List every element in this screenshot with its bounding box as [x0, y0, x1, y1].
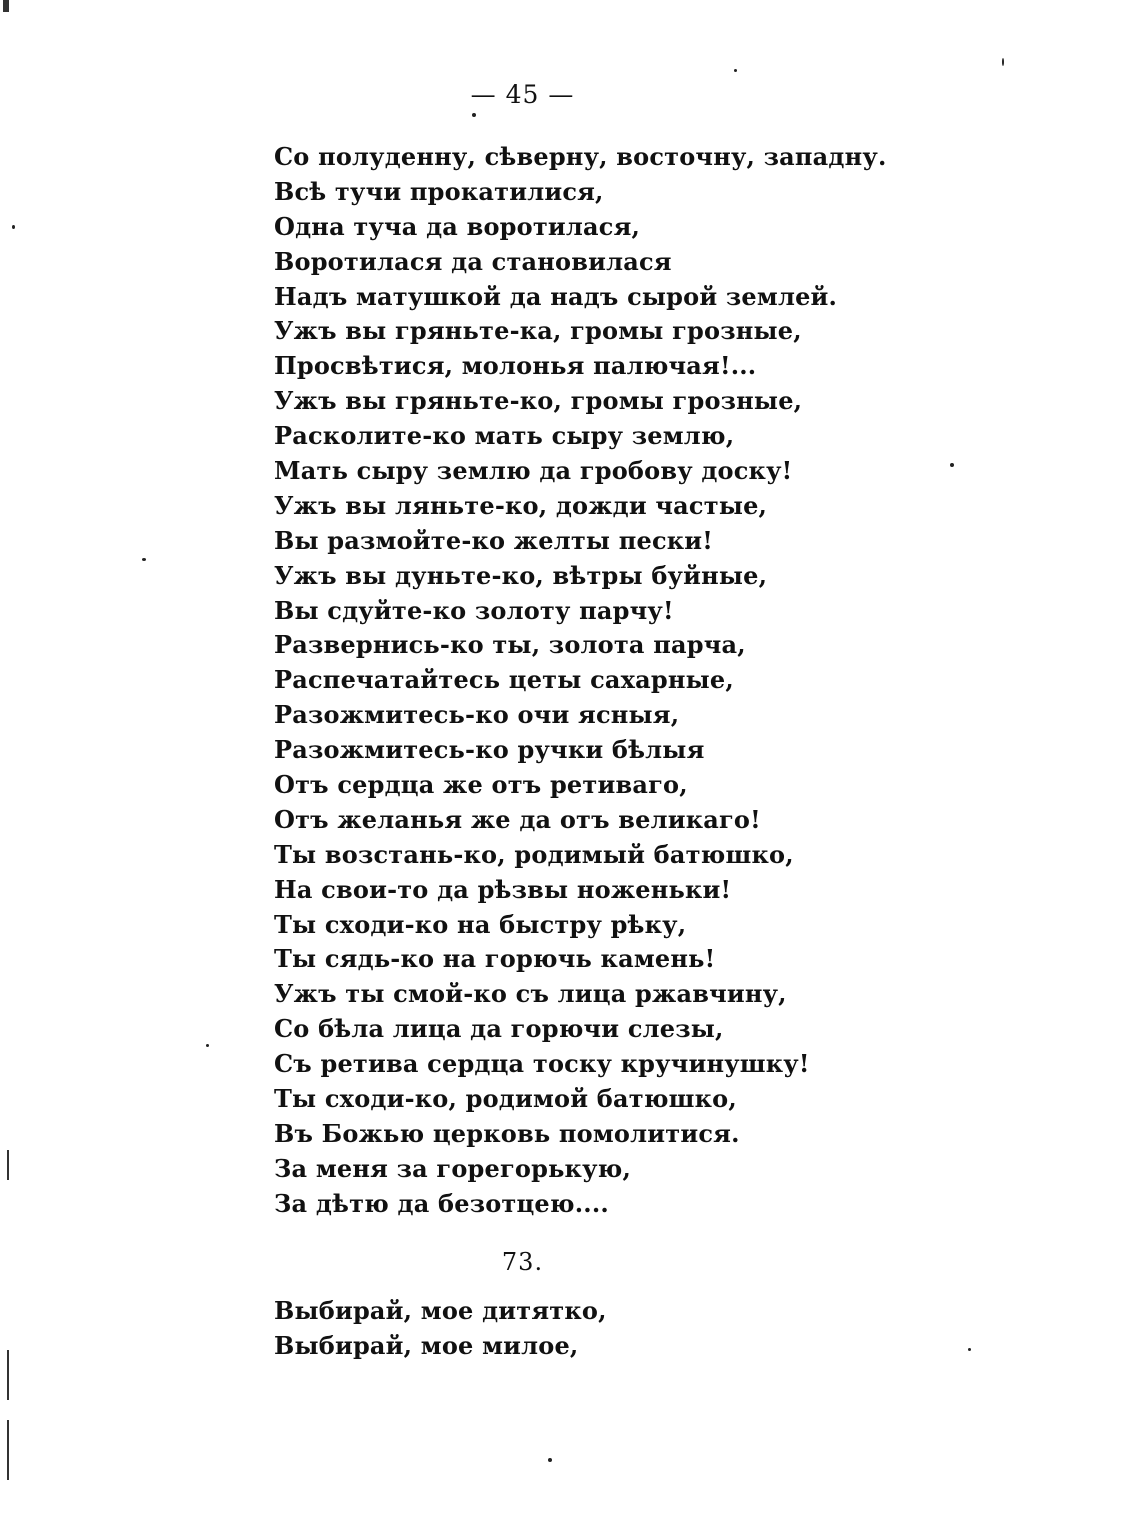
poem-line: Воротилася да становилася	[274, 246, 672, 276]
poem-line: Отъ желанья же да отъ великаго!	[274, 804, 761, 834]
page-number: — 45 —	[470, 80, 575, 109]
poem-line: Ты сядь-ко на горючь камень!	[274, 944, 716, 974]
poem-line: Съ ретива сердца тоску кручинушку!	[274, 1049, 810, 1079]
scan-speck	[734, 69, 737, 72]
poem-line: Разожмитесь-ко ручки бѣлыя	[274, 735, 705, 765]
poem-line: Вы размойте-ко желты пески!	[274, 525, 714, 555]
poem-line: Ужъ ты смой-ко съ лица ржавчину,	[274, 979, 787, 1009]
scan-speck	[950, 463, 954, 467]
poem-line: Распечатайтесь цеты сахарные,	[274, 665, 734, 695]
poem-line: Развернись-ко ты, золота парча,	[274, 630, 746, 660]
poem-line: Вы сдуйте-ко золоту парчу!	[274, 595, 674, 625]
poem-line: Разожмитесь-ко очи ясныя,	[274, 700, 680, 730]
poem-line: Ты возстань-ко, родимый батюшко,	[274, 839, 794, 869]
poem-line: Просвѣтися, молонья палючая!...	[274, 351, 757, 381]
scan-speck	[142, 558, 146, 561]
poem-line: Надъ матушкой да надъ сырой землей.	[274, 281, 838, 311]
poem-line: За меня за горегорькую,	[274, 1153, 632, 1183]
section-number: 73.	[501, 1248, 544, 1276]
poem-line: Ты сходи-ко, родимой батюшко,	[274, 1084, 737, 1114]
scan-speck	[968, 1348, 971, 1351]
scan-edge-mark	[7, 1420, 9, 1480]
poem-line: Выбирай, мое милое,	[274, 1330, 579, 1360]
scan-speck	[1002, 58, 1004, 66]
poem-line: Со полуденну, сѣверну, восточну, западну.	[274, 142, 887, 171]
poem-line: На свои-то да рѣзвы ноженьки!	[274, 874, 732, 904]
poem-line: Ужъ вы гряньте-ко, громы грозные,	[274, 386, 803, 416]
poem-line: Расколите-ко мать сыру землю,	[274, 421, 735, 451]
poem-line: Ужъ вы ляньте-ко, дожди частые,	[274, 490, 768, 520]
scan-speck	[206, 1044, 209, 1047]
scan-speck	[548, 1458, 552, 1462]
poem-line: Ужъ вы гряньте-ка, громы грозные,	[274, 316, 802, 346]
poem-line: Со бѣла лица да горючи слезы,	[274, 1014, 724, 1044]
poem-line: Ужъ вы дуньте-ко, вѣтры буйные,	[274, 560, 768, 590]
poem-stanza-next	[274, 1294, 894, 1364]
poem-stanza	[274, 140, 894, 1222]
poem-line: Мать сыру землю да гробову доску!	[274, 456, 793, 486]
scan-edge-mark	[7, 1350, 9, 1400]
scan-speck	[472, 113, 476, 117]
scan-edge-mark	[7, 1150, 9, 1180]
poem-line: Одна туча да воротилася,	[274, 211, 641, 241]
poem-line: За дѣтю да безотцею....	[274, 1188, 609, 1218]
scan-edge-mark	[3, 0, 9, 12]
scan-speck	[12, 225, 15, 229]
poem-line: Выбирай, мое дитятко,	[274, 1296, 607, 1325]
poem-line: Отъ сердца же отъ ретиваго,	[274, 770, 688, 800]
poem-line: Ты сходи-ко на быстру рѣку,	[274, 909, 687, 939]
poem-line: Всѣ тучи прокатилися,	[274, 176, 604, 206]
poem-line: Въ Божью церковь помолитися.	[274, 1118, 740, 1148]
